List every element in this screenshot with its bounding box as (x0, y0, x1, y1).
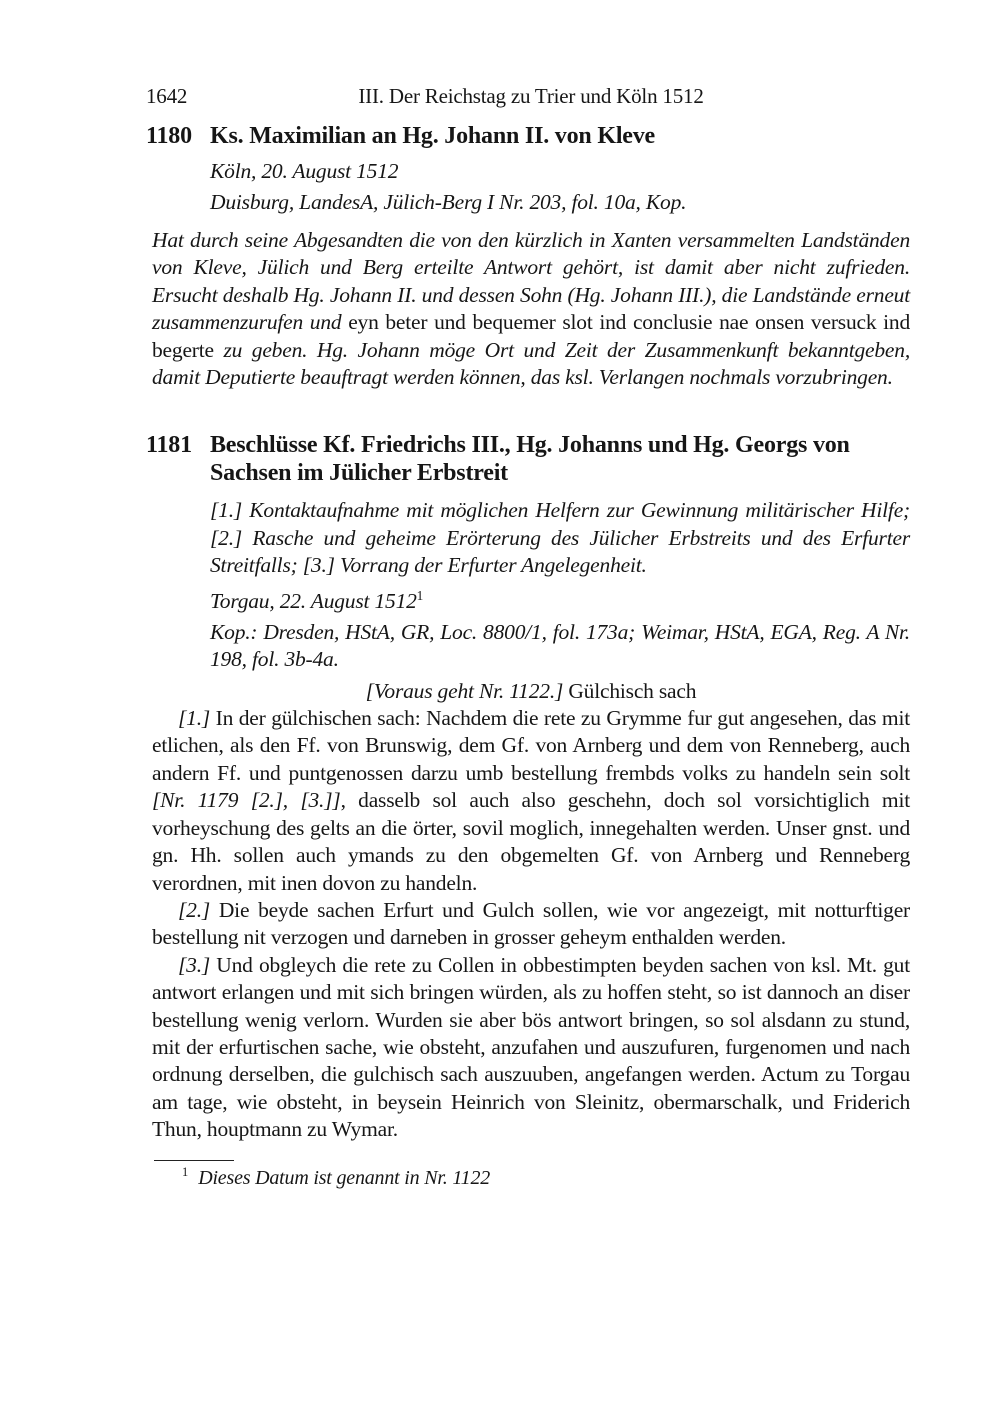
entry-1181 (146, 431, 911, 1143)
footnote (152, 1166, 910, 1191)
footnote-marker: 1 (182, 1164, 189, 1179)
entry-1181-source: Kop.: Dresden, HStA, GR, Loc. 8800/1, fol. 173a; Weimar, HStA, EGA, Reg. A Nr. 198, fol. 3b-4a. (210, 619, 910, 671)
footnote-block (152, 1160, 910, 1191)
entry-1181-paragraph-1: [1.] In der gülchischen sach: Nachdem die rete zu Grymme fur gut angesehen, das mit etlichen, als den Ff. von Brunswig, dem Gf. von Arnberg und dem von Renneberg, auch andern Ff. und puntgenossen darzu umb bestellung frembds volks zu handeln sein solt [Nr. 1179 [2.], [3.]], dasselb sol auch also geschehn, doch sol vorsichtiglich mit vorheyschung des gelts an die örter, sovil moglich, innegehalten werden. Unser gnst. und gn. Hh. sollen auch ymands zu den obgemelten Gf. von Arnberg und Renneberg verordnen, mit inen dovon zu handeln. (152, 706, 910, 895)
entry-1181-abstract: [1.] Kontaktaufnahme mit möglichen Helfern zur Gewinnung militärischer Hilfe; [2.] Rasche und geheime Erörterung des Jülicher Erbstreits und des Erfurter Streitfalls; [3.] Vorrang der Erfurter Angelegenheit. (210, 498, 910, 578)
entry-1180 (146, 122, 910, 391)
entry-1180-number: 1180 (146, 123, 192, 149)
crossref-roman: Gülchisch sach (568, 678, 697, 703)
footnote-reference: 1 (416, 587, 424, 603)
entry-1181-heading (146, 431, 910, 487)
running-head: III. Der Reichstag zu Trier und Köln 1512 (358, 84, 704, 108)
entry-1181-number: 1181 (146, 432, 192, 459)
entry-1181-crossref (152, 678, 910, 705)
entry-1181-paragraph-3: [3.] Und obgleych die rete zu Collen in obbestimpten beyden sachen von ksl. Mt. gut antwort erlangen und mit sich bringen würden, als zu hoffen steht, so ist dannoch an diser bestellung wenig verlorn. Wurden sie aber bös antwort bringen, so sol alsdann zu stund, mit der erfurtischen sache, wie obsteht, anzufahen und auszufuren, furgenomen und nach ordnung derselben, die gulchisch sach auszuuben, angefangen werden. Actum zu Torgau am tage, wie obsteht, in beysein Heinrich von Sleinitz, obermarschalk, und Friderich Thun, houptmann zu Wymar. (152, 952, 911, 1142)
page-number: 1642 (146, 84, 188, 108)
entry-1180-source: Duisburg, LandesA, Jülich-Berg I Nr. 203, fol. 10a, Kop. (210, 190, 687, 214)
crossref-italic: [Voraus geht Nr. 1122.] (365, 678, 569, 703)
entry-1181-dateline-text: Torgau, 22. August 1512 (210, 588, 417, 613)
entry-1181-title: Beschlüsse Kf. Friedrichs III., Hg. Johanns und Hg. Georgs von Sachsen im Jülicher Erbstreit (210, 432, 850, 487)
entry-1181-dateline (210, 588, 910, 615)
entry-1181-paragraph-2: [2.] Die beyde sachen Erfurt und Gulch sollen, wie vor angezeigt, mit notturftiger bestellung nit verzogen und darneben in grosser geheym enthalden werden. (152, 897, 910, 950)
footnote-text: Dieses Datum ist genannt in Nr. 1122 (198, 1166, 491, 1189)
page-header (146, 84, 910, 110)
entry-1180-dateline: Köln, 20. August 1512 (210, 159, 399, 183)
entry-1180-summary: Hat durch seine Abgesandten die von den kürzlich in Xanten versammelten Landständen von Kleve, Jülich und Berg erteilte Antwort gehört, ist damit aber nicht zufrieden. Ersucht deshalb Hg. Johann II. und dessen Sohn (Hg. Johann III.), die Landstände erneut zusammenzurufen und eyn beter und bequemer slot ind conclusie nae onsen versuck ind begerte zu geben. Hg. Johann möge Ort und Zeit der Zusammenkunft bekanntgeben, damit Deputierte beauftragt werden können, das ksl. Verlangen nochmals vorzubringen. (152, 228, 910, 390)
footnote-rule (154, 1160, 234, 1161)
text-block (146, 84, 911, 1191)
entry-1180-title: Ks. Maximilian an Hg. Johann II. von Kleve (210, 123, 655, 149)
entry-1180-heading (146, 122, 910, 150)
